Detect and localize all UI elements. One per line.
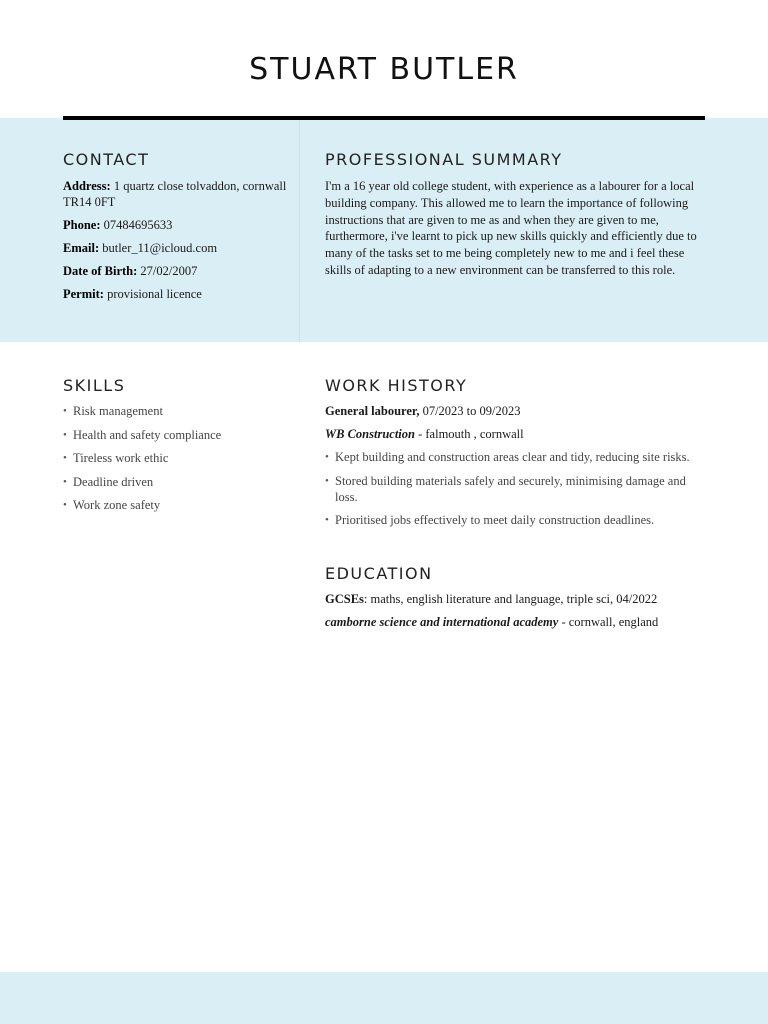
dob-field: [63, 263, 288, 279]
skill-item: • Work zone safety: [63, 497, 288, 513]
work-history-section: [325, 403, 705, 536]
phone-field: [63, 217, 288, 233]
job-duties-list: [325, 449, 705, 528]
job-duty-item: • Stored building materials safely and securely, minimising damage and loss.: [325, 473, 705, 505]
address-field: [63, 178, 288, 210]
footer-band: [0, 972, 768, 1024]
contact-section: [63, 178, 288, 309]
skills-heading: SKILLS: [63, 376, 126, 395]
resume-name: STUART BUTLER: [249, 52, 519, 87]
summary-text: I'm a 16 year old college student, with experience as a labourer for a local building company. This allowed me to learn the importance of following instructions that are given to me as and when they are given to me, furthermore, i've learnt to pick up new skills quickly and efficiently due to many of the tasks set to me being completely new to me and i feel these skills of adapting to a new environment can be transferred to this role.: [325, 179, 697, 277]
skills-list: [63, 403, 288, 513]
skill-item: • Risk management: [63, 403, 288, 419]
school-name: camborne science and international academy: [325, 615, 559, 629]
job-title: General labourer,: [325, 404, 420, 418]
address-value: 1 quartz close tolvaddon, cornwall TR14 0FT: [63, 179, 287, 209]
skills-section: [63, 403, 288, 521]
degree-line: [325, 591, 705, 607]
permit-value: provisional licence: [107, 287, 202, 301]
employer-location: - falmouth , cornwall: [418, 427, 524, 441]
skill-item: • Tireless work ethic: [63, 450, 288, 466]
contact-heading: CONTACT: [63, 150, 150, 169]
education-heading: EDUCATION: [325, 564, 433, 583]
column-divider: [299, 120, 300, 342]
job-duty-item: • Kept building and construction areas clear and tidy, reducing site risks.: [325, 449, 705, 465]
phone-label: Phone:: [63, 218, 101, 232]
email-label: Email:: [63, 241, 100, 255]
school-location: - cornwall, england: [561, 615, 659, 629]
header-rule: [63, 116, 705, 120]
address-label: Address:: [63, 179, 111, 193]
permit-field: [63, 286, 288, 302]
summary-section: [325, 178, 705, 279]
phone-value: 07484695633: [103, 218, 173, 232]
job-employer-line: [325, 426, 705, 442]
work-history-heading: WORK HISTORY: [325, 376, 468, 395]
email-field: [63, 240, 288, 256]
skill-item: • Health and safety compliance: [63, 427, 288, 443]
degree-name: GCSEs: [325, 592, 364, 606]
permit-label: Permit:: [63, 287, 104, 301]
job-title-line: [325, 403, 705, 419]
job-dates: 07/2023 to 09/2023: [422, 404, 521, 418]
degree-details: : maths, english literature and language, triple sci, 04/2022: [363, 592, 658, 606]
employer-name: WB Construction: [325, 427, 415, 441]
skill-item: • Deadline driven: [63, 474, 288, 490]
education-section: [325, 591, 705, 637]
school-line: [325, 614, 705, 630]
dob-value: 27/02/2007: [140, 264, 198, 278]
email-value: butler_11@icloud.com: [102, 241, 218, 255]
job-duty-item: • Prioritised jobs effectively to meet daily construction deadlines.: [325, 512, 705, 528]
summary-heading: PROFESSIONAL SUMMARY: [325, 150, 563, 169]
dob-label: Date of Birth:: [63, 264, 138, 278]
